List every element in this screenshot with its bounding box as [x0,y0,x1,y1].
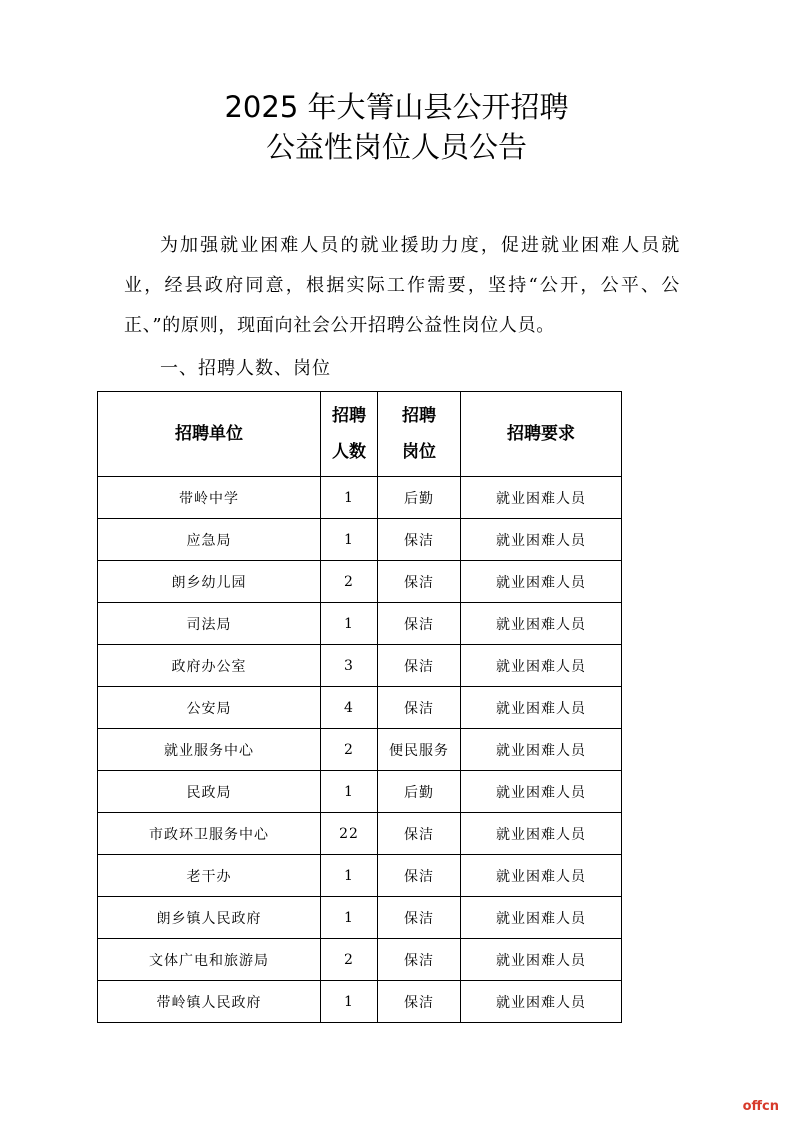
cell-requirement: 就业困难人员 [461,687,622,729]
cell-post: 后勤 [378,771,461,813]
table-row [98,561,622,603]
cell-unit: 民政局 [98,771,321,813]
cell-unit: 带岭中学 [98,477,321,519]
header-requirement: 招聘要求 [461,392,622,477]
cell-post: 保洁 [378,687,461,729]
cell-count: 2 [321,729,378,771]
cell-unit: 就业服务中心 [98,729,321,771]
cell-count: 22 [321,813,378,855]
cell-unit: 带岭镇人民政府 [98,981,321,1023]
header-unit: 招聘单位 [98,392,321,477]
section-heading-positions: 一、招聘人数、岗位 [160,358,331,379]
table-row [98,897,622,939]
table-body [98,477,622,1023]
cell-post: 保洁 [378,603,461,645]
table-row [98,939,622,981]
cell-unit: 老干办 [98,855,321,897]
cell-post: 保洁 [378,813,461,855]
cell-requirement: 就业困难人员 [461,939,622,981]
cell-unit: 朗乡幼儿园 [98,561,321,603]
cell-count: 1 [321,981,378,1023]
cell-unit: 应急局 [98,519,321,561]
cell-count: 1 [321,855,378,897]
cell-count: 2 [321,561,378,603]
table-row [98,771,622,813]
cell-unit: 市政环卫服务中心 [98,813,321,855]
cell-count: 3 [321,645,378,687]
table-row [98,645,622,687]
cell-requirement: 就业困难人员 [461,519,622,561]
cell-post: 保洁 [378,939,461,981]
header-post [378,392,461,477]
header-post-line-2: 岗位 [402,442,436,462]
table-row [98,603,622,645]
cell-post: 保洁 [378,855,461,897]
cell-count: 1 [321,519,378,561]
cell-post: 保洁 [378,645,461,687]
cell-count: 1 [321,603,378,645]
header-count-line-2: 人数 [332,442,366,462]
cell-unit: 朗乡镇人民政府 [98,897,321,939]
table-row [98,519,622,561]
intro-paragraph: 为加强就业困难人员的就业援助力度，促进就业困难人员就业，经县政府同意，根据实际工作需要，坚持“公开，公平、公正、”的原则，现面向社会公开招聘公益性岗位人员。 [124,235,680,336]
document-title-line-2: 公益性岗位人员公告 [265,130,527,164]
cell-post: 保洁 [378,981,461,1023]
cell-requirement: 就业困难人员 [461,813,622,855]
cell-requirement: 就业困难人员 [461,729,622,771]
cell-unit: 司法局 [98,603,321,645]
cell-requirement: 就业困难人员 [461,645,622,687]
table-row [98,855,622,897]
table-row [98,981,622,1023]
cell-requirement: 就业困难人员 [461,561,622,603]
table-header-row [98,392,622,477]
cell-post: 保洁 [378,561,461,603]
cell-requirement: 就业困难人员 [461,477,622,519]
document-title-line-1: 2025 年大箐山县公开招聘 [224,90,569,124]
cell-post: 便民服务 [378,729,461,771]
table-row [98,687,622,729]
table-row [98,477,622,519]
positions-table [97,391,622,1023]
cell-post: 保洁 [378,897,461,939]
cell-requirement: 就业困难人员 [461,855,622,897]
cell-count: 1 [321,897,378,939]
cell-count: 1 [321,477,378,519]
cell-unit: 政府办公室 [98,645,321,687]
cell-count: 1 [321,771,378,813]
cell-requirement: 就业困难人员 [461,981,622,1023]
cell-requirement: 就业困难人员 [461,897,622,939]
header-post-line-1: 招聘 [402,406,436,426]
table-row [98,729,622,771]
cell-unit: 公安局 [98,687,321,729]
cell-requirement: 就业困难人员 [461,603,622,645]
cell-count: 4 [321,687,378,729]
header-count [321,392,378,477]
cell-post: 后勤 [378,477,461,519]
table-row [98,813,622,855]
offcn-watermark: offcn [742,1099,779,1114]
cell-post: 保洁 [378,519,461,561]
header-count-line-1: 招聘 [332,406,366,426]
cell-count: 2 [321,939,378,981]
cell-unit: 文体广电和旅游局 [98,939,321,981]
cell-requirement: 就业困难人员 [461,771,622,813]
